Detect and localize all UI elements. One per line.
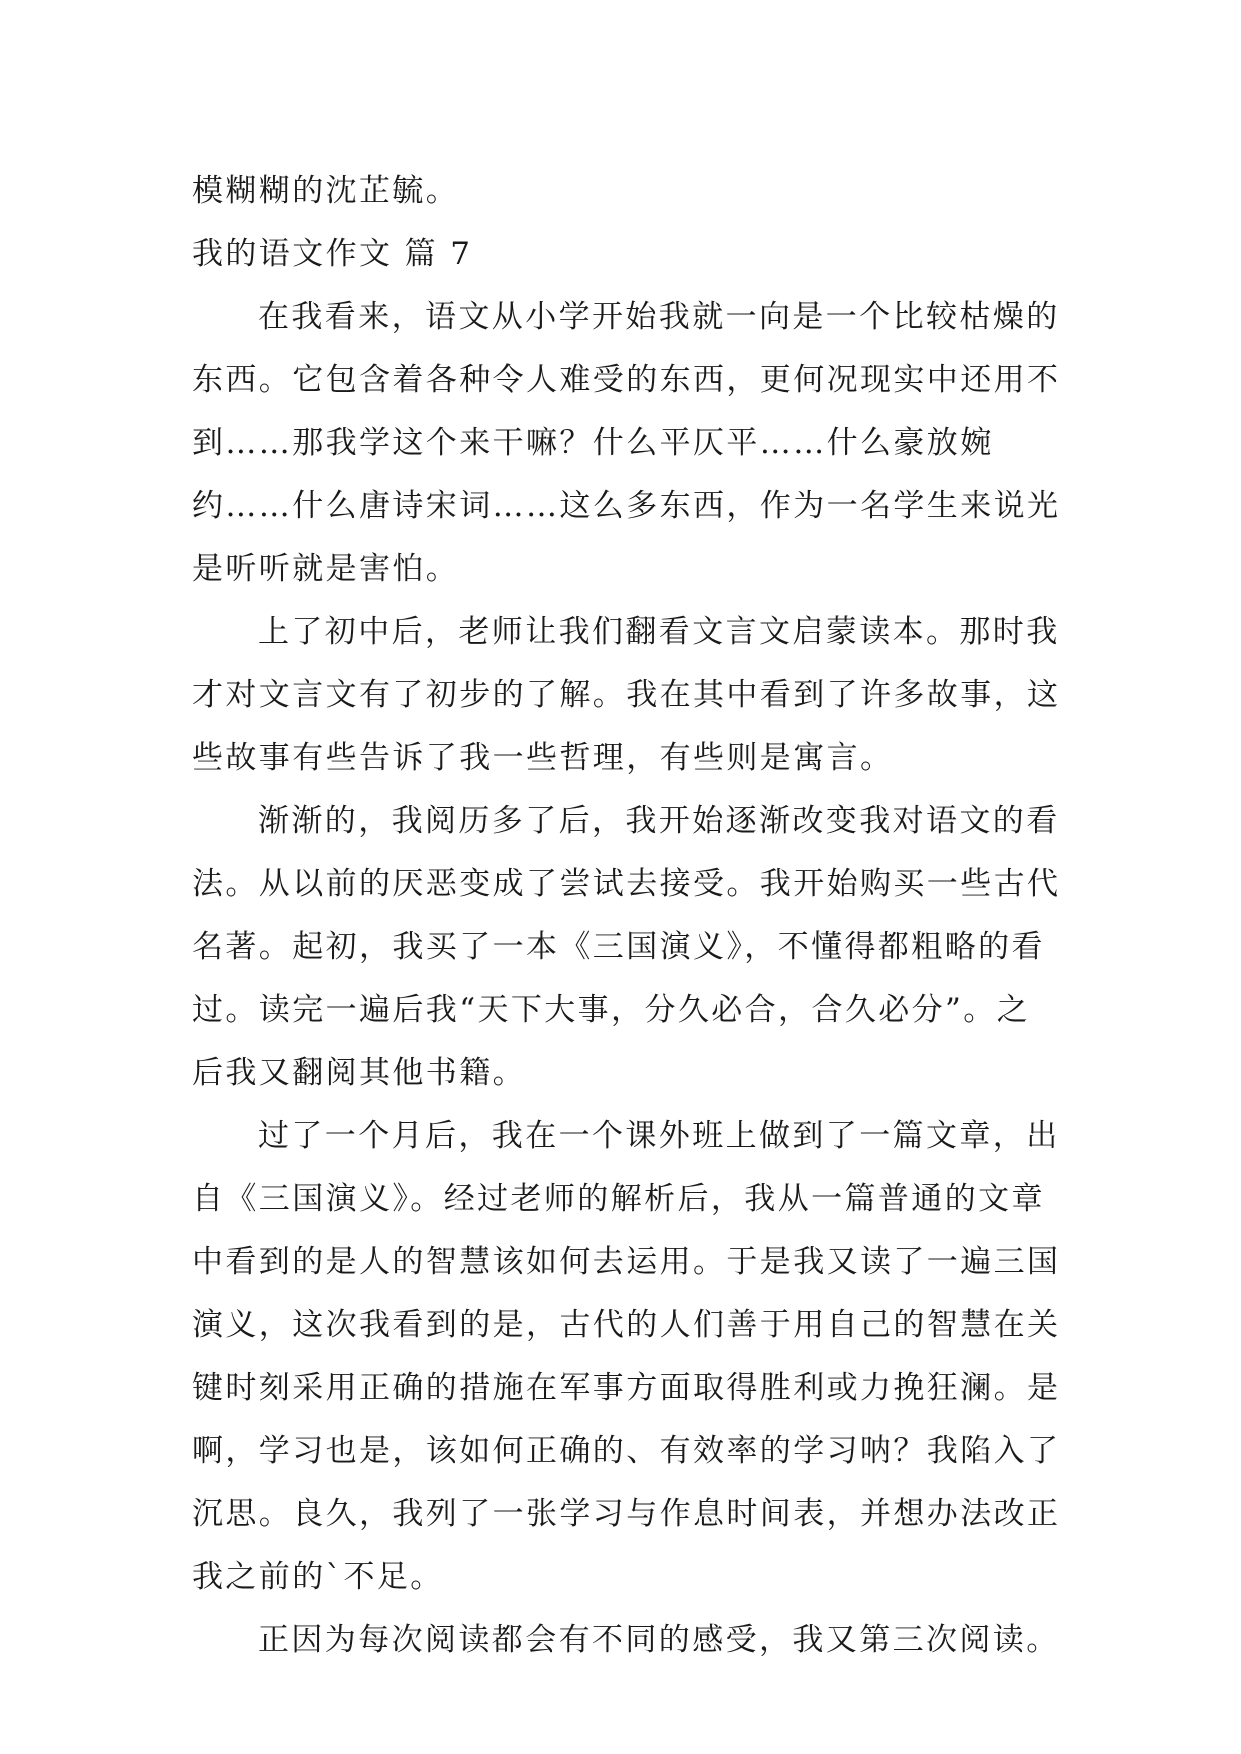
text-line: 中看到的是人的智慧该如何去运用。于是我又读了一遍三国 <box>192 1244 1061 1280</box>
text-line: 法。从以前的厌恶变成了尝试去接受。我开始购买一些古代 <box>192 866 1061 902</box>
text-line: 些故事有些告诉了我一些哲理，有些则是寓言。 <box>192 740 894 776</box>
text-line: 是听听就是害怕。 <box>192 551 460 587</box>
text-line: 沉思。良久，我列了一张学习与作息时间表，并想办法改正 <box>192 1496 1061 1532</box>
paragraph-first-line: 正因为每次阅读都会有不同的感受，我又第三次阅读。 <box>258 1622 1060 1658</box>
paragraph-first-line: 上了初中后，老师让我们翻看文言文启蒙读本。那时我 <box>258 614 1060 650</box>
text-line: 自《三国演义》。经过老师的解析后，我从一篇普通的文章 <box>192 1181 1045 1217</box>
text-line: 名著。起初，我买了一本《三国演义》，不懂得都粗略的看 <box>192 929 1045 965</box>
text-line: 东西。它包含着各种令人难受的东西，更何况现实中还用不 <box>192 362 1061 398</box>
section-heading: 我的语文作文 篇 7 <box>192 236 473 272</box>
text-line: 约……什么唐诗宋词……这么多东西，作为一名学生来说光 <box>192 488 1061 524</box>
text-line: 我之前的`不足。 <box>192 1559 444 1595</box>
text-line: 后我又翻阅其他书籍。 <box>192 1055 526 1091</box>
paragraph-first-line: 在我看来，语文从小学开始我就一向是一个比较枯燥的 <box>258 299 1060 335</box>
paragraph-first-line: 渐渐的，我阅历多了后，我开始逐渐改变我对语文的看 <box>258 803 1060 839</box>
paragraph-first-line: 过了一个月后，我在一个课外班上做到了一篇文章，出 <box>258 1118 1060 1154</box>
text-line: 啊，学习也是，该如何正确的、有效率的学习呐？我陷入了 <box>192 1433 1061 1469</box>
text-line: 模糊糊的沈芷毓。 <box>192 173 460 209</box>
text-line: 到……那我学这个来干嘛？什么平仄平……什么豪放婉 <box>192 425 994 461</box>
text-line: 键时刻采用正确的措施在军事方面取得胜利或力挽狂澜。是 <box>192 1370 1061 1406</box>
document-page <box>192 160 1072 1672</box>
text-line: 才对文言文有了初步的了解。我在其中看到了许多故事，这 <box>192 677 1061 713</box>
text-line: 演义，这次我看到的是，古代的人们善于用自己的智慧在关 <box>192 1307 1061 1343</box>
text-line: 过。读完一遍后我“天下大事，分久必合，合久必分”。之 <box>192 992 1031 1028</box>
